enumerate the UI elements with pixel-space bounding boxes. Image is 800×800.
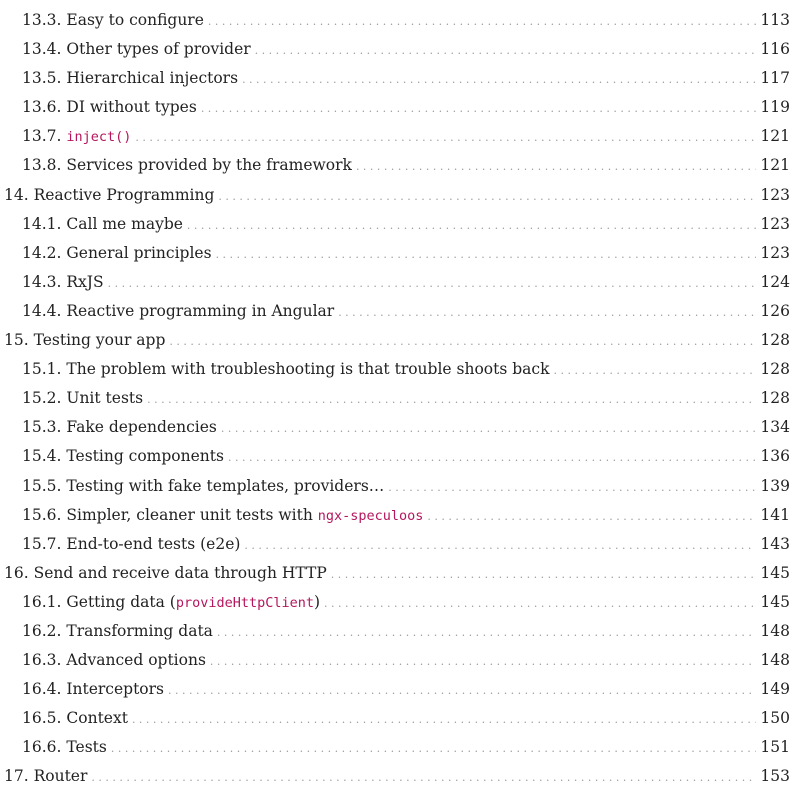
toc-page-number: 139 [760, 476, 790, 495]
toc-entry-title [66, 93, 196, 122]
toc-leader-dots [168, 676, 756, 705]
toc-entry-title [66, 733, 106, 762]
toc-entry-title-text: Easy to configure [66, 11, 204, 29]
toc-leader-dots [210, 647, 756, 676]
toc-page-number: 134 [760, 418, 790, 437]
toc-entry-title [66, 239, 211, 268]
toc-section-entry[interactable] [0, 472, 800, 501]
toc-page-number: 143 [760, 534, 790, 553]
toc-page-number: 117 [760, 69, 790, 88]
toc-chapter-entry[interactable] [0, 326, 800, 355]
toc-section-entry[interactable] [0, 675, 800, 704]
toc-chapter-entry[interactable] [0, 559, 800, 588]
toc-entry-number: 15.3. [22, 418, 62, 437]
toc-entry-title-text: Context [66, 709, 128, 728]
toc-section-entry[interactable] [0, 93, 800, 122]
toc-entry-title-text: Interceptors [66, 680, 165, 699]
toc-section-entry[interactable] [0, 733, 800, 762]
toc-entry-title [66, 122, 131, 152]
toc-page-number: 150 [760, 709, 790, 728]
toc-entry-number: 14.1. [22, 214, 62, 233]
toc-entry-title [34, 559, 327, 588]
table-of-contents [0, 6, 800, 792]
toc-entry-number: 14.4. [22, 301, 62, 320]
toc-entry-title-text: Transforming data [66, 621, 213, 640]
toc-entry-title [66, 151, 352, 180]
toc-entry-number: 13.5. [22, 69, 62, 88]
toc-entry-title-text: Unit tests [66, 389, 144, 408]
toc-section-entry[interactable] [0, 64, 800, 93]
toc-page-number: 148 [760, 621, 790, 640]
toc-entry-title [66, 530, 240, 559]
toc-entry-number: 13.4. [22, 40, 62, 59]
toc-leader-dots [255, 36, 756, 65]
toc-page-number: 123 [760, 243, 790, 262]
toc-leader-dots [217, 618, 756, 647]
toc-entry-title [66, 6, 204, 35]
toc-leader-dots [208, 7, 756, 36]
toc-page-number: 148 [760, 651, 790, 670]
toc-section-entry[interactable] [0, 501, 800, 530]
toc-entry-title [66, 35, 250, 64]
toc-entry-title-text: Reactive programming in Angular [66, 301, 335, 320]
toc-entry-title-text: Other types of provider [66, 40, 251, 59]
toc-entry-title [66, 413, 216, 442]
toc-leader-dots [135, 123, 756, 152]
toc-leader-dots [228, 443, 756, 472]
toc-section-entry[interactable] [0, 355, 800, 384]
toc-section-entry[interactable] [0, 588, 800, 617]
toc-entry-title [66, 588, 320, 618]
toc-entry-title-text: Tests [66, 738, 107, 757]
toc-entry-title [66, 442, 224, 471]
toc-entry-title [66, 617, 213, 646]
toc-entry-title-text: Simpler, cleaner unit tests with [66, 505, 318, 524]
toc-leader-dots [216, 240, 756, 269]
toc-entry-title-text: Hierarchical injectors [66, 69, 239, 88]
toc-entry-title [66, 355, 549, 384]
toc-entry-title-text: Services provided by the framework [66, 156, 352, 175]
toc-page-number: 136 [760, 447, 790, 466]
toc-entry-title [66, 501, 423, 531]
toc-page-number: 121 [760, 127, 790, 146]
toc-page-number: 116 [760, 40, 790, 59]
toc-entry-title-text: Send and receive data through HTTP [33, 563, 327, 582]
toc-entry-number: 16.4. [22, 680, 62, 699]
toc-leader-dots [201, 94, 756, 123]
toc-entry-number: 16.2. [22, 621, 62, 640]
toc-leader-dots [388, 473, 756, 502]
toc-entry-number: 14. [4, 185, 29, 204]
page-top-edge [0, 0, 800, 4]
toc-leader-dots [244, 531, 756, 560]
toc-entry-number: 15. [4, 331, 29, 350]
toc-entry-number: 13.8. [22, 156, 62, 175]
toc-entry-title [66, 646, 206, 675]
toc-leader-dots [242, 65, 756, 94]
toc-entry-number: 13.7. [22, 127, 62, 146]
toc-entry-code-text: provideHttpClient [175, 594, 314, 611]
toc-entry-number: 15.1. [22, 360, 62, 379]
toc-entry-title-text: Testing your app [33, 331, 166, 350]
toc-entry-title [66, 704, 128, 733]
toc-section-entry[interactable] [0, 268, 800, 297]
toc-entry-number: 16.6. [22, 738, 62, 757]
toc-entry-number: 14.3. [22, 272, 62, 291]
toc-page-number: 119 [760, 98, 790, 117]
toc-section-entry[interactable] [0, 151, 800, 180]
toc-entry-number: 16.5. [22, 709, 62, 728]
toc-entry-code-text: ngx-speculoos [317, 507, 424, 524]
toc-entry-number: 15.6. [22, 505, 62, 524]
toc-page-number: 128 [760, 360, 790, 379]
toc-entry-number: 15.2. [22, 389, 62, 408]
toc-entry-title-text: DI without types [66, 98, 197, 117]
toc-entry-title [34, 762, 88, 791]
toc-entry-title-text: Call me maybe [66, 214, 183, 233]
toc-entry-title [34, 181, 215, 210]
toc-entry-number: 16.3. [22, 651, 62, 670]
toc-section-entry[interactable] [0, 239, 800, 268]
toc-page-number: 145 [760, 592, 790, 611]
toc-leader-dots [338, 298, 756, 327]
toc-page-number: 141 [760, 505, 790, 524]
toc-page-number: 123 [760, 214, 790, 233]
toc-leader-dots [111, 734, 756, 763]
toc-section-entry[interactable] [0, 530, 800, 559]
toc-leader-dots [324, 589, 756, 618]
toc-entry-title [66, 384, 143, 413]
toc-leader-dots [169, 327, 756, 356]
toc-entry-title [66, 472, 384, 501]
toc-leader-dots [187, 211, 756, 240]
toc-leader-dots [427, 502, 756, 531]
toc-section-entry[interactable] [0, 35, 800, 64]
toc-entry-title-text: The problem with troubleshooting is that trouble shoots back [66, 360, 550, 379]
toc-entry-title-text: ) [313, 592, 321, 611]
toc-entry-title [66, 297, 334, 326]
toc-leader-dots [218, 182, 756, 211]
toc-entry-title [66, 268, 103, 297]
toc-entry-title-text: End-to-end tests (e2e) [66, 534, 241, 553]
toc-section-entry[interactable] [0, 122, 800, 151]
toc-section-entry[interactable] [0, 297, 800, 326]
toc-chapter-entry[interactable] [0, 762, 800, 791]
toc-entry-title-text: Router [33, 767, 88, 786]
toc-page-number: 128 [760, 331, 790, 350]
toc-section-entry[interactable] [0, 210, 800, 239]
toc-page-number: 113 [760, 11, 790, 29]
toc-section-entry[interactable] [0, 617, 800, 646]
toc-leader-dots [108, 269, 756, 298]
toc-section-entry[interactable] [0, 6, 800, 35]
toc-section-entry[interactable] [0, 704, 800, 733]
toc-entry-number: 16. [4, 563, 29, 582]
toc-page-number: 123 [760, 185, 790, 204]
toc-entry-title-text: Reactive Programming [33, 185, 215, 204]
toc-leader-dots [221, 414, 756, 443]
toc-page-number: 128 [760, 389, 790, 408]
toc-leader-dots [91, 763, 756, 792]
toc-leader-dots [553, 356, 756, 385]
toc-entry-title [34, 326, 166, 355]
toc-leader-dots [356, 152, 756, 181]
toc-entry-title-text: Advanced options [66, 651, 206, 670]
toc-entry-title [66, 64, 238, 93]
toc-entry-number: 16.1. [22, 592, 62, 611]
toc-page-number: 149 [760, 680, 790, 699]
toc-entry-number: 13.3. [22, 11, 62, 29]
toc-page-number: 153 [760, 767, 790, 786]
toc-entry-title-text: Fake dependencies [66, 418, 217, 437]
toc-entry-title [66, 210, 183, 239]
toc-chapter-entry[interactable] [0, 181, 800, 210]
toc-leader-dots [331, 560, 756, 589]
toc-entry-title-text: RxJS [66, 272, 104, 291]
toc-entry-number: 15.7. [22, 534, 62, 553]
toc-entry-title-text: Getting data ( [66, 592, 176, 611]
toc-section-entry[interactable] [0, 384, 800, 413]
toc-entry-number: 17. [4, 767, 29, 786]
toc-entry-code-text: inject() [66, 129, 132, 146]
toc-section-entry[interactable] [0, 413, 800, 442]
toc-page-number: 121 [760, 156, 790, 175]
toc-leader-dots [132, 705, 756, 734]
toc-entry-number: 13.6. [22, 98, 62, 117]
toc-leader-dots [147, 385, 756, 414]
toc-entry-title-text: Testing components [66, 447, 224, 466]
toc-page-number: 151 [760, 738, 790, 757]
toc-entry-title-text: Testing with fake templates, providers… [66, 476, 385, 495]
toc-section-entry[interactable] [0, 646, 800, 675]
toc-page-number: 126 [760, 301, 790, 320]
toc-entry-number: 14.2. [22, 243, 62, 262]
toc-section-entry[interactable] [0, 442, 800, 471]
toc-entry-number: 15.4. [22, 447, 62, 466]
toc-page-number: 124 [760, 272, 790, 291]
toc-entry-number: 15.5. [22, 476, 62, 495]
toc-entry-title-text: General principles [66, 243, 212, 262]
toc-entry-title [66, 675, 164, 704]
toc-page-number: 145 [760, 563, 790, 582]
